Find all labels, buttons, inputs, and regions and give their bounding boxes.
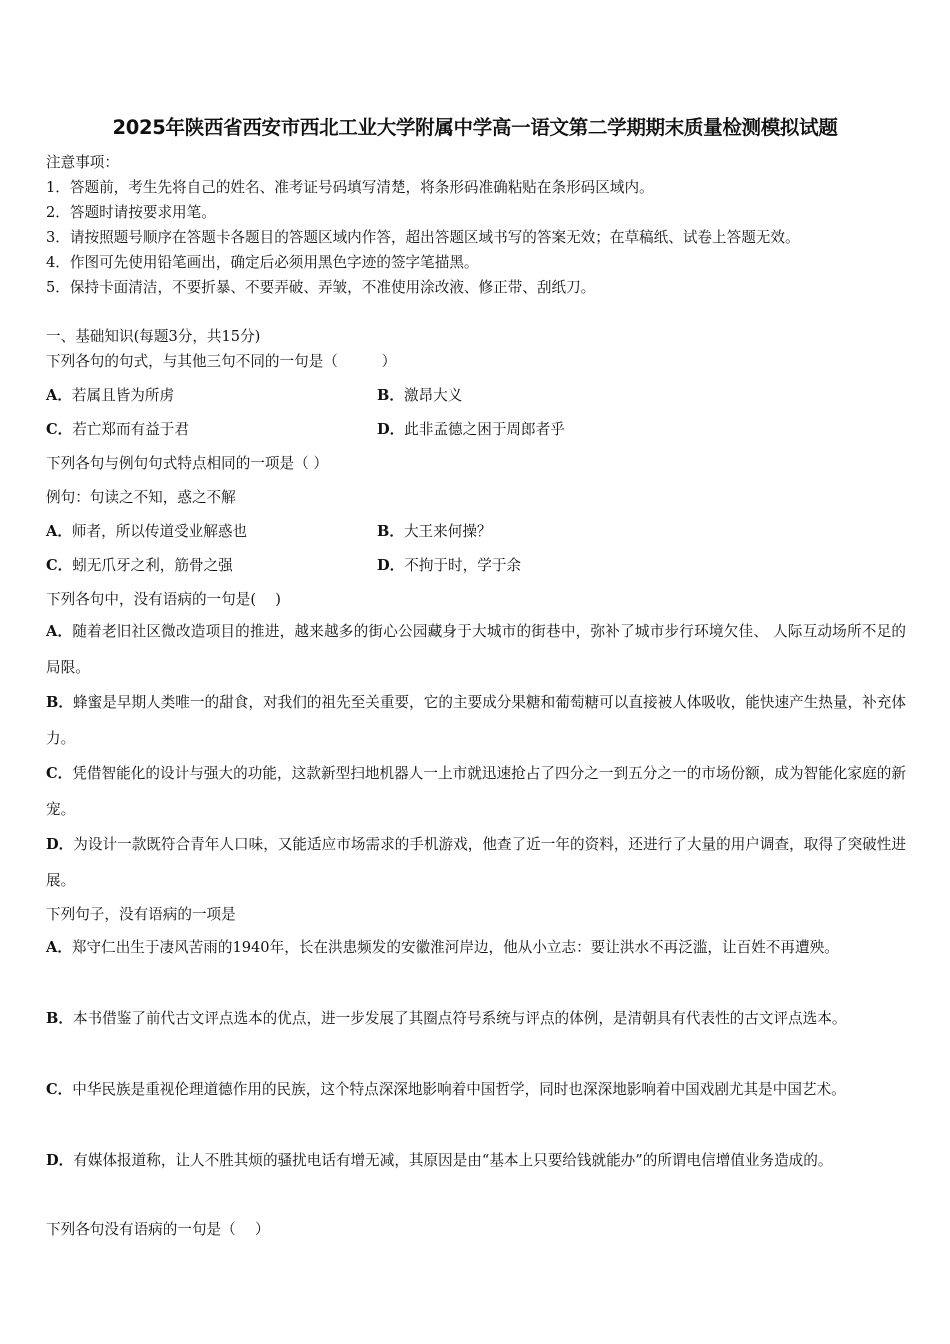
notice-heading: 注意事项： bbox=[46, 154, 119, 171]
section-heading: 一、基础知识(每题3分，共15分) bbox=[46, 328, 261, 345]
option-d bbox=[377, 420, 565, 440]
question-stem: 下列各句没有语病的一句是（ ） bbox=[46, 1221, 270, 1238]
option-text: 本书借鉴了前代古文评点选本的优点，进一步发展了其圈点符号系统与评点的体例，是清朝具有代表性的古文评点选本。 bbox=[72, 1010, 847, 1027]
option-c bbox=[46, 1072, 906, 1108]
option-d bbox=[377, 556, 521, 576]
option-label: D． bbox=[377, 421, 405, 438]
option-text: 不拘于时，学于余 bbox=[404, 557, 522, 574]
option-text: 蜂蜜是早期人类唯一的甜食，对我们的祖先至关重要，它的主要成分果糖和葡萄糖可以直接被人体吸收，能快速产生热量，补充体力。 bbox=[46, 694, 906, 747]
notice-item: 5．保持卡面清洁，不要折暴、不要弄破、弄皱，不准使用涂改液、修正带、刮纸刀。 bbox=[46, 279, 596, 296]
option-text: 若亡郑而有益于君 bbox=[72, 421, 189, 438]
option-d bbox=[46, 1143, 906, 1179]
option-text: 凭借智能化的设计与强大的功能，这款新型扫地机器人一上市就迅速抢占了四分之一到五分之一的市场份额，成为智能化家庭的新宠。 bbox=[46, 765, 906, 818]
option-label: B． bbox=[377, 387, 404, 404]
page-title: 2025年陕西省西安市西北工业大学附属中学高一语文第二学期期末质量检测模拟试题 bbox=[112, 116, 838, 139]
notice-item: 3．请按照题号顺序在答题卡各题目的答题区域内作答，超出答题区域书写的答案无效；在草稿纸、试卷上答题无效。 bbox=[46, 229, 800, 246]
option-label: B． bbox=[377, 523, 404, 540]
option-text: 大王来何操？ bbox=[403, 523, 492, 540]
option-text: 激昂大义 bbox=[403, 387, 463, 404]
option-a bbox=[46, 386, 174, 406]
option-text: 若属且皆为所虏 bbox=[71, 387, 175, 404]
option-a bbox=[46, 522, 247, 542]
option-text: 此非孟德之困于周郎者乎 bbox=[404, 421, 565, 438]
option-b bbox=[377, 522, 492, 542]
notice-item: 2．答题时请按要求用笔。 bbox=[46, 204, 216, 221]
option-b bbox=[46, 1001, 906, 1037]
option-text: 郑守仁出生于凄风苦雨的1940年，长在洪患频发的安徽淮河岸边，他从小立志：要让洪水不再泛滥，让百姓不再遭殃。 bbox=[71, 939, 839, 956]
option-text: 有媒体报道称，让人不胜其烦的骚扰电话有增无减，其原因是由“基本上只要给钱就能办”的所谓电信增值业务造成的。 bbox=[73, 1152, 833, 1169]
notice-item: 1．答题前，考生先将自己的姓名、准考证号码填写清楚，将条形码准确粘贴在条形码区域内。 bbox=[46, 179, 654, 196]
option-b bbox=[377, 386, 462, 406]
option-d bbox=[46, 827, 906, 899]
option-c bbox=[46, 756, 906, 828]
option-a bbox=[46, 614, 906, 686]
option-label: A． bbox=[46, 523, 72, 540]
option-label: B． bbox=[46, 1010, 73, 1027]
option-label: C． bbox=[46, 765, 73, 782]
question-stem: 下列各句的句式，与其他三句不同的一句是（ ） bbox=[46, 353, 397, 370]
question-stem: 下列句子，没有语病的一项是 bbox=[46, 906, 236, 923]
notice-item: 4．作图可先使用铅笔画出，确定后必须用黑色字迹的签字笔描黑。 bbox=[46, 254, 479, 271]
option-b bbox=[46, 685, 906, 757]
option-label: B． bbox=[46, 694, 73, 711]
option-label: A． bbox=[46, 623, 73, 640]
option-label: C． bbox=[46, 557, 73, 574]
option-a bbox=[46, 930, 906, 966]
option-text: 蚓无爪牙之利，筋骨之强 bbox=[72, 557, 233, 574]
option-text: 中华民族是重视伦理道德作用的民族，这个特点深深地影响着中国哲学，同时也深深地影响着中国戏剧尤其是中国艺术。 bbox=[72, 1081, 846, 1098]
option-text: 师者，所以传道受业解惑也 bbox=[71, 523, 248, 540]
option-text: 为设计一款既符合青年人口味，又能适应市场需求的手机游戏，他查了近一年的资料，还进行了大量的用户调查，取得了突破性进展。 bbox=[46, 836, 906, 889]
option-c bbox=[46, 420, 189, 440]
option-label: D． bbox=[377, 557, 405, 574]
option-label: A． bbox=[46, 387, 72, 404]
option-label: D． bbox=[46, 1152, 74, 1169]
option-c bbox=[46, 556, 233, 576]
option-label: C． bbox=[46, 1081, 73, 1098]
option-label: C． bbox=[46, 421, 73, 438]
option-label: D． bbox=[46, 836, 74, 853]
example-sentence: 例句：句读之不知，惑之不解 bbox=[46, 489, 236, 506]
option-text: 随着老旧社区微改造项目的推进，越来越多的街心公园藏身于大城市的街巷中，弥补了城市步行环境欠佳、 人际互动场所不足的局限。 bbox=[46, 623, 906, 676]
option-label: A． bbox=[46, 939, 72, 956]
question-stem: 下列各句中，没有语病的一句是( ) bbox=[46, 591, 281, 608]
question-stem: 下列各句与例句句式特点相同的一项是（ ） bbox=[46, 455, 328, 472]
